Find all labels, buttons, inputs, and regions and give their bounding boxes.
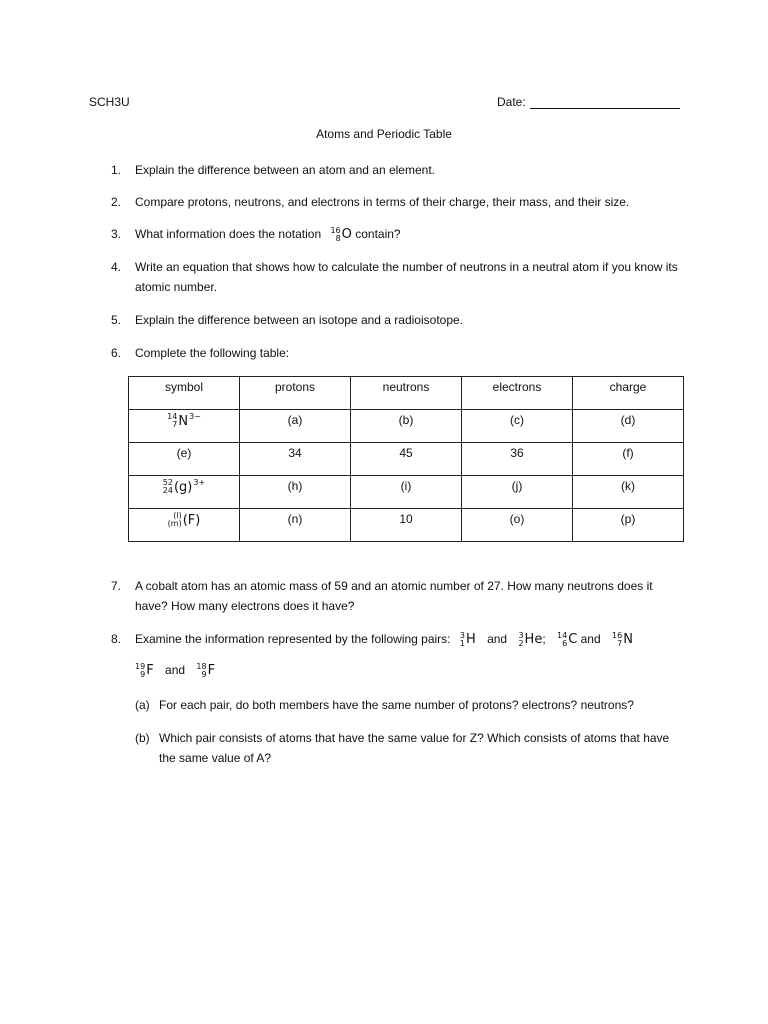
question-4 <box>111 257 681 297</box>
pair-and: and <box>580 632 601 646</box>
pair-separator: ; <box>542 632 546 646</box>
table-cell[interactable]: (a) <box>240 410 351 443</box>
column-header: electrons <box>462 377 573 410</box>
table-cell: 10 <box>351 509 462 542</box>
question-6 <box>111 343 681 363</box>
table-cell: 45 <box>351 443 462 476</box>
table-cell[interactable]: (k) <box>573 476 684 509</box>
worksheet-title: Atoms and Periodic Table <box>316 127 452 141</box>
question-number: 5. <box>111 313 122 327</box>
question-text: Complete the following table: <box>135 346 290 360</box>
table-row <box>129 476 684 509</box>
symbol-cell[interactable]: (e) <box>129 443 240 476</box>
nuclide-n16: 16 7 N <box>612 630 633 648</box>
table-cell[interactable]: (b) <box>351 410 462 443</box>
table-cell[interactable]: (c) <box>462 410 573 443</box>
table-cell: 34 <box>240 443 351 476</box>
table-cell[interactable]: (f) <box>573 443 684 476</box>
question-7 <box>111 576 681 616</box>
column-header: symbol <box>129 377 240 410</box>
table-cell: 36 <box>462 443 573 476</box>
nuclide-notation: 16 8 O <box>330 225 352 243</box>
question-text-end: contain? <box>355 227 401 241</box>
question-2 <box>111 192 681 212</box>
table-header-row <box>129 377 684 410</box>
nuclide-c14: 14 6 C <box>557 630 578 648</box>
nuclide-f19: 19 9 F <box>135 661 154 679</box>
question-5 <box>111 310 681 330</box>
nuclide-h3: 3 1 H <box>459 630 476 648</box>
symbol-cell <box>129 509 240 542</box>
date-field[interactable] <box>497 95 680 109</box>
nuclide-he3: 3 2 He <box>518 630 543 648</box>
question-number: 3. <box>111 227 122 241</box>
question-8-continued <box>111 660 681 681</box>
date-blank-line[interactable] <box>530 96 680 109</box>
question-number: 8. <box>111 632 122 646</box>
table-cell[interactable]: (n) <box>240 509 351 542</box>
date-label: Date: <box>497 95 526 109</box>
sub-question-label: (a) <box>135 698 150 712</box>
sub-question-b <box>135 728 680 768</box>
sub-question-a <box>135 695 685 715</box>
question-text: Examine the information represented by the following pairs: <box>135 632 451 646</box>
question-text: Explain the difference between an isotope and a radioisotope. <box>135 313 464 327</box>
symbol-cell <box>129 410 240 443</box>
question-number: 7. <box>111 579 122 593</box>
question-text: Write an equation that shows how to calculate the number of neutrons in a neutral atom if you know its atomic number. <box>135 260 678 294</box>
table-row <box>129 410 684 443</box>
question-number: 1. <box>111 163 122 177</box>
course-code: SCH3U <box>89 95 130 109</box>
symbol-cell <box>129 476 240 509</box>
table-cell[interactable]: (h) <box>240 476 351 509</box>
table-row <box>129 509 684 542</box>
sub-question-text: For each pair, do both members have the same number of protons? electrons? neutrons? <box>159 698 634 712</box>
pair-and: and <box>165 663 186 677</box>
question-8 <box>111 629 691 650</box>
nuclide-f18: 18 9 F <box>196 661 216 679</box>
column-header: protons <box>240 377 351 410</box>
table-cell[interactable]: (j) <box>462 476 573 509</box>
table-cell[interactable]: (i) <box>351 476 462 509</box>
question-number: 2. <box>111 195 122 209</box>
sub-question-text: Which pair consists of atoms that have the same value for Z? Which consists of atoms that have the same value of A? <box>159 731 670 765</box>
atom-table <box>128 376 684 542</box>
table-row <box>129 443 684 476</box>
question-number: 6. <box>111 346 122 360</box>
table-cell[interactable]: (d) <box>573 410 684 443</box>
question-text: Compare protons, neutrons, and electrons in terms of their charge, their mass, and their size. <box>135 195 630 209</box>
nuclide-notation: 52 24 (g) 3+ <box>162 477 206 495</box>
column-header: neutrons <box>351 377 462 410</box>
question-text: Explain the difference between an atom and an element. <box>135 163 435 177</box>
pair-and: and <box>487 632 508 646</box>
question-number: 4. <box>111 260 122 274</box>
question-1 <box>111 160 681 180</box>
nuclide-notation: 14 7 N 3− <box>167 411 201 429</box>
table-cell[interactable]: (p) <box>573 509 684 542</box>
sub-question-label: (b) <box>135 731 150 745</box>
nuclide-notation: (l) (m) (F) <box>167 511 201 528</box>
column-header: charge <box>573 377 684 410</box>
question-text: What information does the notation <box>135 227 322 241</box>
question-text: A cobalt atom has an atomic mass of 59 and an atomic number of 27. How many neutrons does it have? How many electrons does it have? <box>135 579 653 613</box>
table-cell[interactable]: (o) <box>462 509 573 542</box>
question-3 <box>111 224 681 245</box>
